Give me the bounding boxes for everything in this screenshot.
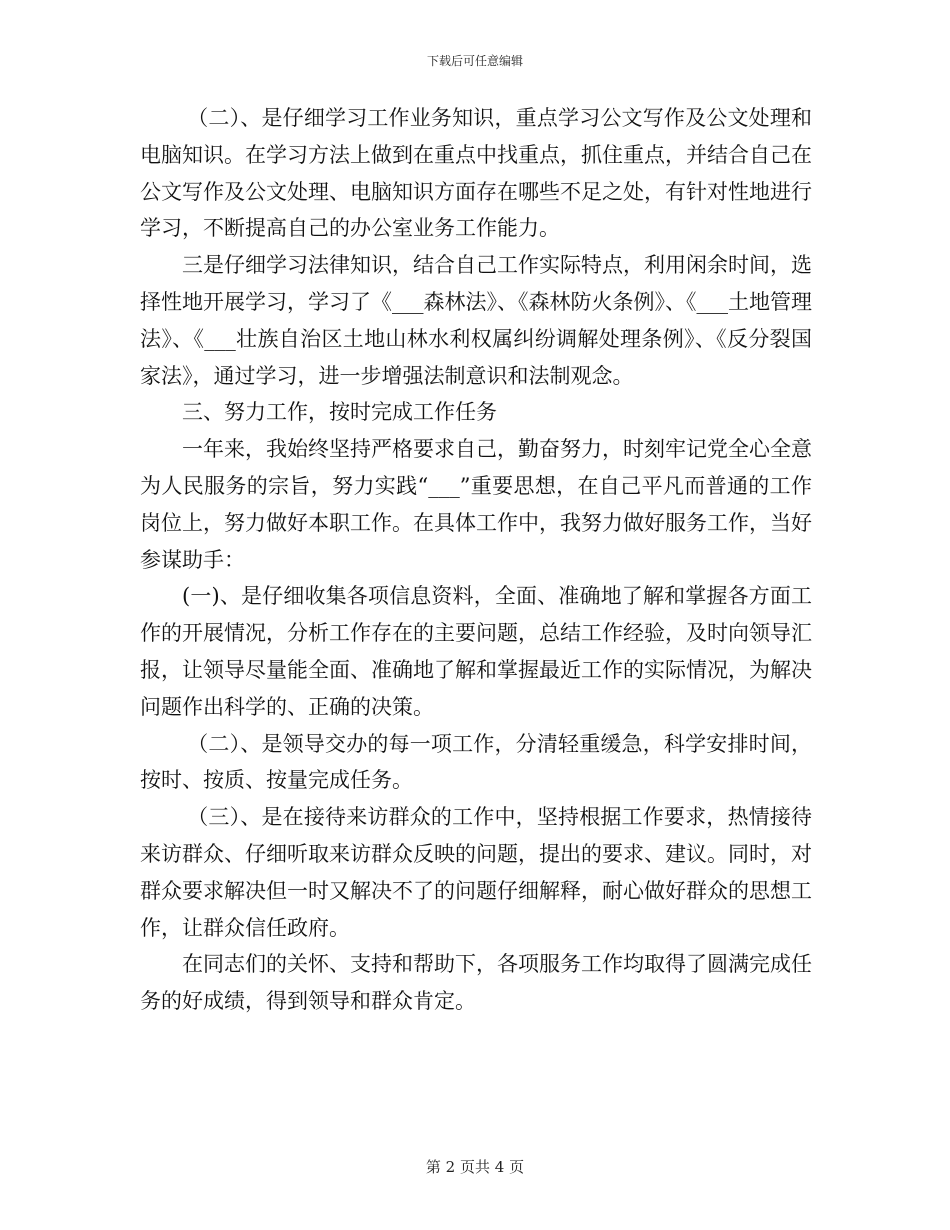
paragraph-year-summary: 一年来，我始终坚持严格要求自己，勤奋努力，时刻牢记党全心全意为人民服务的宗旨，努力实践“___”重要思想，在自己平凡而普通的工作岗位上，努力做好本职工作。在具体工作中，我努力做好服务工作，当好参谋助手： [140, 437, 812, 572]
paragraph-assigned-tasks: （二）、是领导交办的每一项工作，分清轻重缓急，科学安排时间，按时、按质、按量完成任务。 [140, 731, 812, 793]
paragraph-visitor-reception: （三）、是在接待来访群众的工作中，坚持根据工作要求，热情接待来访群众、仔细听取来访群众反映的问题，提出的要求、建议。同时，对群众要求解决但一时又解决不了的问题仔细解释，耐心做好群众的思想工作，让群众信任政府。 [140, 805, 812, 940]
document-body [140, 100, 812, 1020]
paragraph-study-business: （二）、是仔细学习工作业务知识，重点学习公文写作及公文处理和电脑知识。在学习方法上做到在重点中找重点，抓住重点，并结合自己在公文写作及公文处理、电脑知识方面存在哪些不足之处，有针对性地进行学习，不断提高自己的办公室业务工作能力。 [140, 106, 812, 241]
page-header: 下载后可任意编辑 [426, 54, 523, 68]
paragraph-conclusion: 在同志们的关怀、支持和帮助下，各项服务工作均取得了圆满完成任务的好成绩，得到领导和群众肯定。 [140, 952, 812, 1014]
page-footer: 第 2 页共 4 页 [425, 1158, 525, 1176]
section-heading-work: 三、努力工作，按时完成工作任务 [182, 400, 497, 425]
paragraph-study-law: 三是仔细学习法律知识，结合自己工作实际特点，利用闲余时间，选择性地开展学习，学习了《___森林法》、《森林防火条例》、《___土地管理法》、《___壮族自治区土地山林水利权属纠纷调解处理条例》、《反分裂国家法》，通过学习，进一步增强法制意识和法制观念。 [140, 253, 812, 388]
paragraph-info-collection: (一)、是仔细收集各项信息资料，全面、准确地了解和掌握各方面工作的开展情况，分析工作存在的主要问题，总结工作经验，及时向领导汇报，让领导尽量能全面、准确地了解和掌握最近工作的实际情况，为解决问题作出科学的、正确的决策。 [140, 584, 812, 719]
